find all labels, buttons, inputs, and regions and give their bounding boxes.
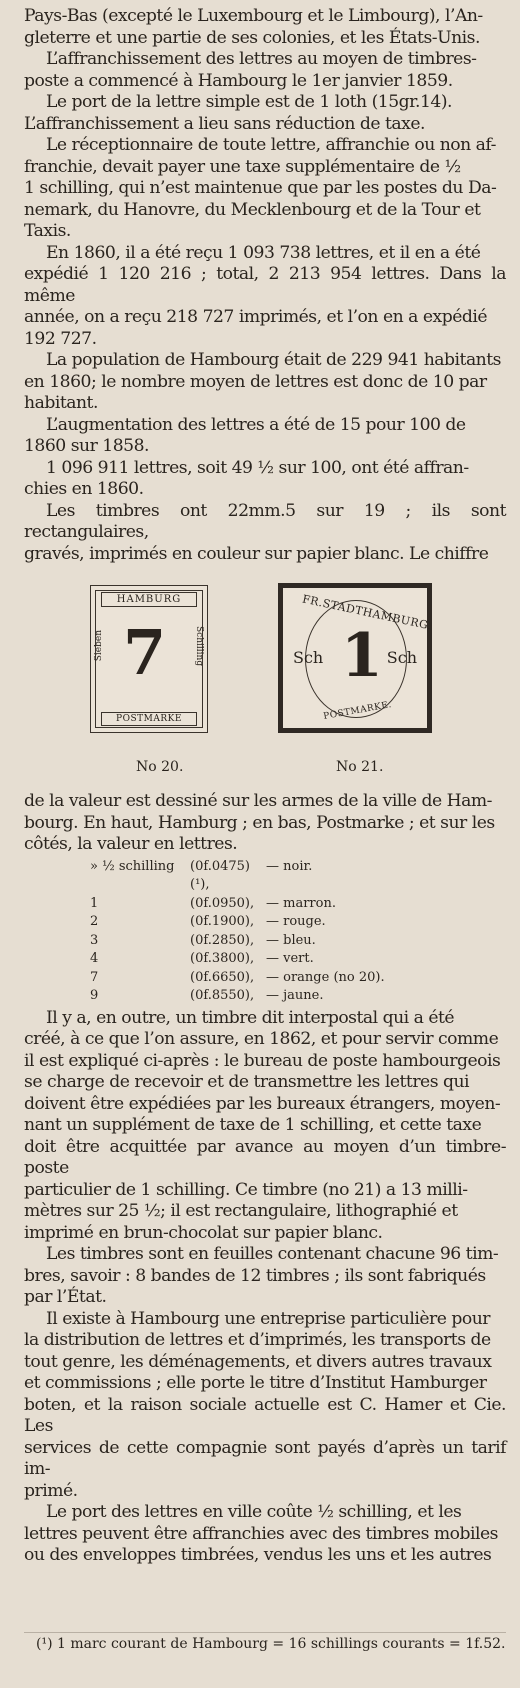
value-cell: » ½ schilling: [90, 858, 175, 874]
table-row: [90, 987, 506, 1006]
value-cell: 2: [90, 914, 99, 929]
paragraph: L’augmentation des lettres a été de 15 pour 100 de 1860 sur 1858.: [24, 414, 466, 456]
value-cell: 4: [90, 951, 99, 966]
stamp-bottom-label: POSTMARKE: [101, 712, 197, 726]
values-table: [90, 858, 506, 1006]
table-row: [90, 895, 506, 914]
figure-caption-21: No 21.: [336, 759, 384, 775]
figure-caption-20: No 20.: [136, 759, 184, 775]
footnote: (¹) 1 marc courant de Hambourg = 16 schillings courants = 1f.52.: [36, 1636, 506, 1652]
stamp-right-label: Schilling: [194, 626, 204, 667]
price-cell: (0f.2850),: [190, 932, 255, 948]
stamp-figures: [24, 573, 506, 791]
price-cell: (0f.6650),: [190, 969, 255, 985]
stamp-left-label: Sch: [293, 648, 324, 667]
value-cell: 1: [90, 895, 99, 911]
paragraph: Les timbres sont en feuilles contenant chacune 96 tim- bres, savoir : 8 bandes de 12 timbres ; ils sont fabriqués par l’État.: [24, 1244, 499, 1307]
color-cell: — noir.: [266, 858, 313, 874]
paragraph: Les timbres ont 22mm.5 sur 19 ; ils sont rectangulaires, gravés, imprimés en couleur sur papier blanc. Le chiffre: [24, 500, 506, 564]
stamp-illustration-no21: [278, 583, 432, 733]
table-row: [90, 932, 506, 951]
paragraph: En 1860, il a été reçu 1 093 738 lettres, et il en a été expédié 1 120 216 ; total, 2 213 954 lettres. Dans la même année, on a reçu 218 727 imprimés, et l’on en a expédié 192 727.: [24, 242, 506, 349]
price-cell: (0f.0950),: [190, 895, 255, 911]
stamp-right-label: Sch: [386, 648, 417, 667]
stamp-top-label: FR.STADTHAMBURG.: [301, 592, 434, 633]
color-cell: — rouge.: [266, 914, 326, 929]
price-cell: (0f.8550),: [190, 988, 255, 1003]
table-row: [90, 969, 506, 988]
table-row: [90, 858, 506, 895]
value-cell: 3: [90, 932, 99, 948]
color-cell: — bleu.: [266, 932, 316, 948]
color-cell: — orange (no 20).: [266, 969, 385, 985]
text-block-bottom: [24, 1008, 506, 1567]
color-cell: — jaune.: [266, 988, 324, 1003]
color-cell: — marron.: [266, 895, 336, 911]
price-cell: (0f.1900),: [190, 914, 255, 929]
value-cell: 7: [90, 969, 99, 985]
paragraph: La population de Hambourg était de 229 941 habitants en 1860; le nombre moyen de lettres est donc de 10 par habitant.: [24, 350, 501, 413]
stamp-left-label: Sieben: [94, 630, 104, 662]
price-cell: (0f.0475) (¹),: [190, 858, 250, 892]
table-row: [90, 950, 506, 969]
stamp-illustration-no20: [90, 585, 208, 733]
paragraph: Il existe à Hambourg une entreprise particulière pour la distribution de lettres et d’imprimés, les transports de tout genre, les déménagements, et divers autres travaux et commissions ; elle porte le titre d’Institut Hamburger boten, et la raison sociale actuelle est C. Hamer et Cie. Les services de cette compagnie sont payés d’après un tarif im- primé.: [24, 1308, 506, 1501]
paragraph: 1 096 911 lettres, soit 49 ½ sur 100, ont été affran- chies en 1860.: [24, 457, 469, 499]
value-cell: 9: [90, 988, 99, 1003]
table-row: [90, 913, 506, 932]
paragraph: Le réceptionnaire de toute lettre, affranchie ou non af- franchie, devait payer une taxe supplémentaire de ½ 1 schilling, qui n’est maintenue que par les postes du Da- nemark, du Hanovre, du Mecklenbourg et de la Tour et Taxis.: [24, 135, 497, 241]
paragraph: Pays-Bas (excepté le Luxembourg et le Limbourg), l’An- gleterre et une partie de ses colonies, et les États-Unis.: [24, 6, 483, 48]
paragraph: Le port des lettres en ville coûte ½ schilling, et les lettres peuvent être affranchies avec des timbres mobiles ou des enveloppes timbrées, vendus les uns et les autres: [24, 1502, 498, 1565]
text-block-top: [24, 6, 506, 565]
footnote-divider: [24, 1632, 506, 1633]
paragraph: L’affranchissement des lettres au moyen de timbres- poste a commencé à Hambourg le 1er janvier 1859.: [24, 49, 477, 91]
stamp-numeral: 7: [123, 616, 167, 689]
stamp-numeral: 1: [341, 621, 383, 691]
paragraph: Le port de la lettre simple est de 1 loth (15gr.14). L’affranchissement a lieu sans réduction de taxe.: [24, 92, 453, 134]
text-block-mid: [24, 791, 506, 856]
paragraph: de la valeur est dessiné sur les armes de la ville de Ham- bourg. En haut, Hamburg ; en bas, Postmarke ; et sur les côtés, la valeur en lettres.: [24, 791, 495, 854]
paragraph: Il y a, en outre, un timbre dit interpostal qui a été créé, à ce que l’on assure, en 1862, et pour servir comme il est expliqué ci-après : le bureau de poste hambourgeois se charge de recevoir et de transmettre les lettres qui doivent être expédiées par les bureaux étrangers, moyen- nant un supplément de taxe de 1 schilling, et cette taxe doit être acquittée par avance au moyen d’un timbre-poste particulier de 1 schilling. Ce timbre (no 21) a 13 milli- mètres sur 25 ½; il est rectangulaire, lithographié et imprimé en brun-chocolat sur papier blanc.: [24, 1007, 506, 1243]
stamp-bottom-label: POSTMARKE.: [322, 700, 393, 722]
stamp-top-label: HAMBURG: [101, 592, 197, 607]
price-cell: (0f.3800),: [190, 951, 255, 966]
color-cell: — vert.: [266, 951, 314, 966]
